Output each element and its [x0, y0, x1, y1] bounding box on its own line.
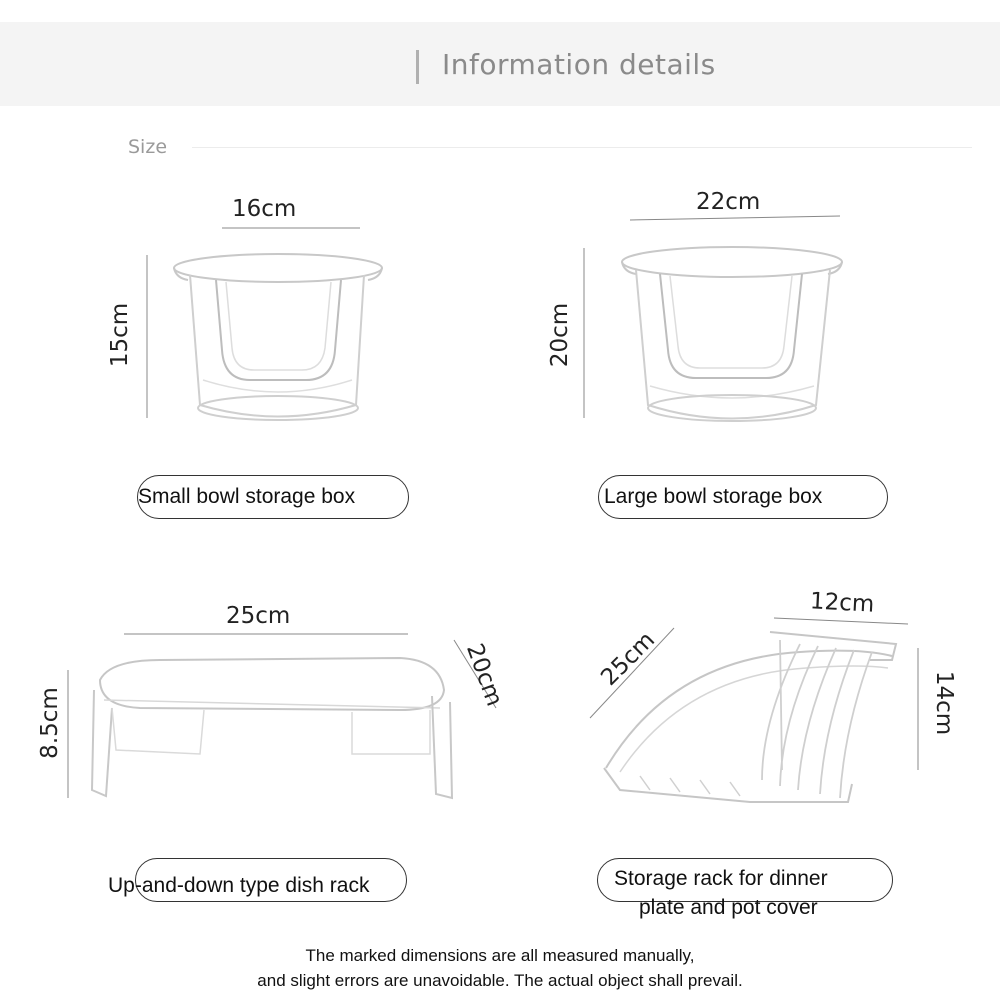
footnote-line-1: The marked dimensions are all measured manually, [305, 946, 695, 965]
plate-rack-caption-line2: plate and pot cover [639, 896, 818, 919]
small-bowl-box-image [0, 0, 500, 540]
dish-rack-depth-label: 20cm [460, 640, 508, 710]
small-bowl-height-label: 15cm [107, 302, 134, 368]
dish-rack-height-label: 8.5cm [36, 687, 63, 759]
large-bowl-width-label: 22cm [696, 189, 761, 215]
footnote-line-2: and slight errors are unavoidable. The actual object shall prevail. [257, 971, 743, 990]
plate-rack-height-label: 14cm [931, 670, 958, 736]
dish-rack-caption: Up-and-down type dish rack [108, 874, 370, 897]
plate-rack-length-label: 25cm [596, 627, 661, 691]
large-bowl-caption: Large bowl storage box [604, 485, 823, 508]
large-bowl-box-image [500, 0, 1000, 540]
small-bowl-caption: Small bowl storage box [138, 485, 356, 508]
dish-rack-width-label: 25cm [226, 603, 291, 629]
plate-rack-caption-line1: Storage rack for dinner [614, 867, 828, 890]
page-title: Information details [442, 48, 716, 81]
product-large-bowl-box [500, 0, 1000, 540]
product-dish-rack [0, 540, 508, 940]
product-small-bowl-box [0, 0, 500, 540]
small-bowl-width-label: 16cm [232, 196, 297, 222]
product-plate-pot-rack [500, 540, 1000, 940]
plate-rack-width-label: 12cm [809, 588, 875, 618]
size-section-label: Size [128, 136, 168, 158]
large-bowl-height-label: 20cm [547, 302, 574, 368]
